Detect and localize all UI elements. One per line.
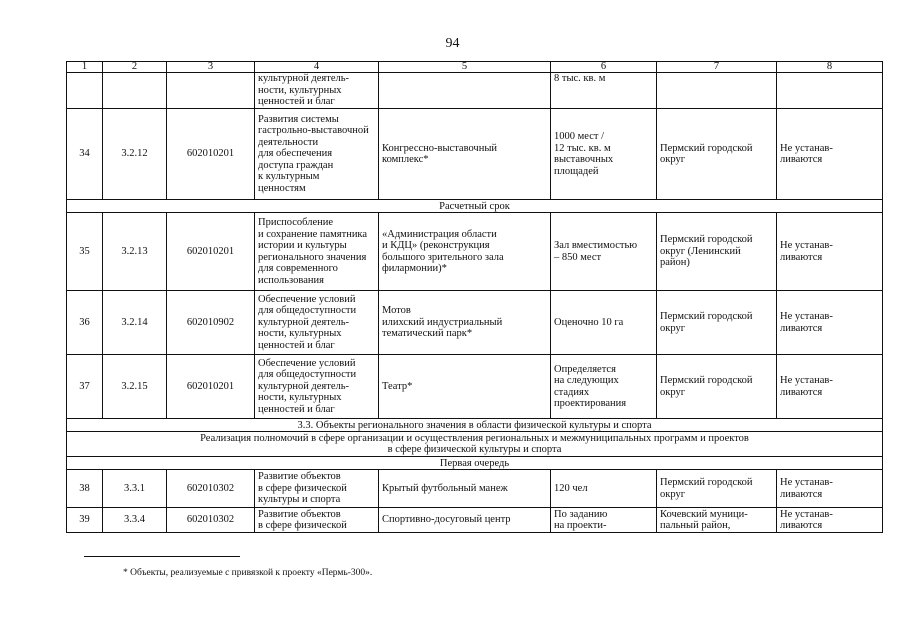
cell-capacity: 1000 мест / 12 тыс. кв. м выставочных площадей — [551, 109, 657, 200]
column-header: 2 — [103, 62, 167, 73]
column-header: 1 — [67, 62, 103, 73]
cell-kbk: 602010302 — [167, 508, 255, 533]
column-header: 5 — [379, 62, 551, 73]
cell-location: Кочевский муници- пальный район, — [657, 508, 777, 533]
cell-location: Пермский городской округ — [657, 355, 777, 419]
objects-table — [66, 61, 883, 533]
column-header: 7 — [657, 62, 777, 73]
cell-kbk: 602010201 — [167, 109, 255, 200]
table-row — [67, 213, 883, 291]
section-row — [67, 200, 883, 213]
cell-object: Конгрессно-выставочный комплекс* — [379, 109, 551, 200]
table-row — [67, 355, 883, 419]
table-row — [67, 508, 883, 533]
section-heading: Расчетный срок — [67, 200, 883, 213]
cell-code: 3.2.14 — [103, 291, 167, 355]
cell-number: 34 — [67, 109, 103, 200]
cell-purpose: Приспособление и сохранение памятника истории и культуры регионального значения для современного использования — [255, 213, 379, 291]
cell-code: 3.2.13 — [103, 213, 167, 291]
cell-kbk: 602010201 — [167, 213, 255, 291]
footnote-divider — [84, 556, 240, 557]
cell-capacity: Зал вместимостью – 850 мест — [551, 213, 657, 291]
column-header-row — [67, 62, 883, 73]
cell-capacity: По заданию на проекти- — [551, 508, 657, 533]
cell-purpose: Развития системы гастрольно-выставочной деятельности для обеспечения доступа граждан к культурным ценностям — [255, 109, 379, 200]
page-number: 94 — [445, 36, 460, 51]
cell-capacity: Оценочно 10 га — [551, 291, 657, 355]
cell-empty — [67, 73, 103, 109]
section-heading: Реализация полномочий в сфере организации и осуществления региональных и межмуниципальных программ и проектов в сфере физической культуры и спорта — [67, 432, 883, 457]
column-header: 4 — [255, 62, 379, 73]
cell-empty — [103, 73, 167, 109]
table-row — [67, 470, 883, 508]
cell-number: 38 — [67, 470, 103, 508]
cell-zone: Не устанав- ливаются — [777, 508, 883, 533]
table-row — [67, 109, 883, 200]
table-row — [67, 73, 883, 109]
cell-location: Пермский городской округ — [657, 470, 777, 508]
cell-empty — [167, 73, 255, 109]
cell-code: 3.3.1 — [103, 470, 167, 508]
footnote: * Объекты, реализуемые с привязкой к проекту «Пермь-300». — [123, 568, 373, 578]
cell-purpose: культурной деятель- ности, культурных ценностей и благ — [255, 73, 379, 109]
section-heading: 3.3. Объекты регионального значения в области физической культуры и спорта — [67, 419, 883, 432]
cell-kbk: 602010201 — [167, 355, 255, 419]
cell-number: 35 — [67, 213, 103, 291]
cell-capacity: 120 чел — [551, 470, 657, 508]
cell-capacity: 8 тыс. кв. м — [551, 73, 657, 109]
column-header: 8 — [777, 62, 883, 73]
cell-purpose: Обеспечение условий для общедоступности культурной деятель- ности, культурных ценностей и благ — [255, 291, 379, 355]
column-header: 6 — [551, 62, 657, 73]
cell-object: Спортивно-досуговый центр — [379, 508, 551, 533]
cell-location: Пермский городской округ (Ленинский район) — [657, 213, 777, 291]
section-row — [67, 419, 883, 432]
section-heading: Первая очередь — [67, 457, 883, 470]
section-row — [67, 457, 883, 470]
section-row — [67, 432, 883, 457]
cell-kbk: 602010902 — [167, 291, 255, 355]
cell-code: 3.2.15 — [103, 355, 167, 419]
cell-number: 37 — [67, 355, 103, 419]
cell-object: «Администрация области и КДЦ» (реконструкция большого зрительного зала филармонии)* — [379, 213, 551, 291]
cell-zone: Не устанав- ливаются — [777, 109, 883, 200]
cell-number: 36 — [67, 291, 103, 355]
column-header: 3 — [167, 62, 255, 73]
cell-empty — [657, 73, 777, 109]
cell-purpose: Обеспечение условий для общедоступности культурной деятель- ности, культурных ценностей и благ — [255, 355, 379, 419]
cell-purpose: Развитие объектов в сфере физической — [255, 508, 379, 533]
cell-object: Театр* — [379, 355, 551, 419]
cell-kbk: 602010302 — [167, 470, 255, 508]
cell-object: Мотов илихский индустриальный тематический парк* — [379, 291, 551, 355]
cell-code: 3.2.12 — [103, 109, 167, 200]
cell-zone: Не устанав- ливаются — [777, 291, 883, 355]
cell-code: 3.3.4 — [103, 508, 167, 533]
table-row — [67, 291, 883, 355]
cell-number: 39 — [67, 508, 103, 533]
cell-location: Пермский городской округ — [657, 291, 777, 355]
cell-empty — [777, 73, 883, 109]
cell-object: Крытый футбольный манеж — [379, 470, 551, 508]
cell-zone: Не устанав- ливаются — [777, 213, 883, 291]
cell-zone: Не устанав- ливаются — [777, 470, 883, 508]
cell-zone: Не устанав- ливаются — [777, 355, 883, 419]
cell-empty — [379, 73, 551, 109]
cell-capacity: Определяется на следующих стадиях проектирования — [551, 355, 657, 419]
cell-location: Пермский городской округ — [657, 109, 777, 200]
cell-purpose: Развитие объектов в сфере физической культуры и спорта — [255, 470, 379, 508]
